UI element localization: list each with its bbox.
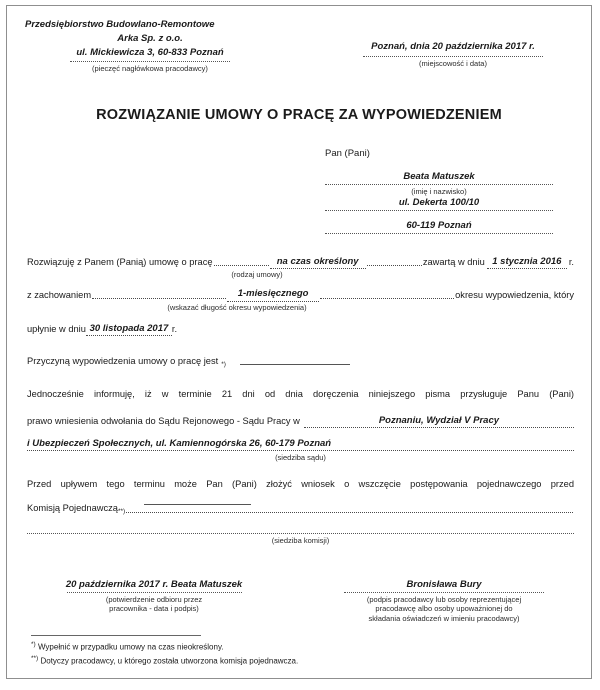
court-row <box>27 415 574 428</box>
court-value-line2[interactable]: i Ubezpieczeń Społecznych, ul. Kamiennogórska 26, 60-179 Poznań <box>27 438 574 451</box>
place-date-dotted-line <box>363 56 543 57</box>
court-label: prawo wniesienia odwołania do Sądu Rejonowego - Sądu Pracy w <box>27 416 300 427</box>
expiry-date-suffix: r. <box>171 324 178 335</box>
employer-signature-block <box>319 579 569 623</box>
employer-stamp-block <box>25 18 275 74</box>
addressee-block <box>7 148 591 234</box>
commission-leader[interactable] <box>126 512 573 513</box>
document-header <box>7 6 591 74</box>
employee-signature-value[interactable]: 20 października 2017 r. Beata Matuszek <box>65 578 243 590</box>
contract-type-row <box>27 256 574 269</box>
employer-signature-caption-line3: składania oświadczeń w imieniu pracodawcy) <box>368 613 520 623</box>
appeal-paragraph: Jednocześnie informuję, iż w terminie 21 dni od dnia doręczenia niniejszego pisma przysługuje Panu (Pani) <box>27 389 574 400</box>
commission-paragraph: Przed upływem tego terminu może Pan (Pani) złożyć wniosek o wszczęcie postępowania pojednawczego przed <box>27 478 574 489</box>
commission-label: Komisją Pojednawczą <box>27 503 118 514</box>
commission-caption: (siedziba komisji) <box>271 535 330 545</box>
reason-footnote-marker: *) <box>221 360 226 368</box>
expiry-date-row <box>27 323 574 336</box>
addressee-street-dotted-line <box>325 210 553 211</box>
document-page <box>6 5 592 679</box>
expiry-date-label: upłynie w dniu <box>27 324 86 335</box>
addressee-name-caption: (imię i nazwisko) <box>411 186 467 196</box>
footnote-item <box>31 654 431 668</box>
footnote-item <box>31 640 431 654</box>
page-title: ROZWIĄZANIE UMOWY O PRACĘ ZA WYPOWIEDZENIEM <box>96 106 502 123</box>
footnotes-area <box>31 635 431 668</box>
employer-address-line: ul. Mickiewicza 3, 60-833 Poznań <box>76 46 224 58</box>
place-date-block <box>333 18 573 74</box>
addressee-street: ul. Dekerta 100/10 <box>398 197 480 209</box>
commission-second-dotted-line[interactable] <box>27 533 574 534</box>
contract-date-label: zawartą w dniu <box>422 257 485 268</box>
commission-input-line[interactable] <box>144 504 251 505</box>
signatures-area <box>7 579 591 623</box>
reason-input-line[interactable] <box>240 364 350 365</box>
addressee-salutation: Pan (Pani) <box>325 147 370 159</box>
court-value-line1[interactable]: Poznaniu, Wydział V Pracy <box>304 415 574 428</box>
notice-period-suffix: okresu wypowiedzenia, który <box>455 289 574 300</box>
contract-type-value[interactable]: na czas określony <box>270 256 366 269</box>
footnote-marker: *) <box>31 640 36 648</box>
employee-signature-dotted-line <box>67 592 242 593</box>
notice-period-value[interactable]: 1-miesięcznego <box>227 288 319 301</box>
employer-signature-caption-line1: (podpis pracodawcy lub osoby reprezentującej <box>366 594 522 604</box>
commission-footnote-marker: **) <box>117 507 126 515</box>
expiry-date-value[interactable]: 30 listopada 2017 <box>86 323 172 336</box>
reason-row <box>27 356 574 368</box>
notice-period-label: z zachowaniem <box>27 289 92 300</box>
footnote-text: Dotyczy pracodawcy, u którego została utworzona komisja pojednawcza. <box>40 656 299 666</box>
addressee-name: Beata Matuszek <box>403 170 475 182</box>
employer-signature-dotted-line <box>344 592 544 593</box>
notice-period-caption: (wskazać długość okresu wypowiedzenia) <box>167 302 307 312</box>
employer-stamp-caption: (pieczęć nagłówkowa pracodawcy) <box>92 64 208 74</box>
footnote-marker: **) <box>31 654 39 662</box>
place-date-caption: (miejscowość i data) <box>419 58 487 68</box>
commission-row <box>27 503 574 515</box>
employer-name-line2: Arka Sp. z o.o. <box>117 32 183 44</box>
addressee-city: 60-119 Poznań <box>406 220 472 232</box>
employee-signature-caption-line2: pracownika - data i podpis) <box>109 604 199 614</box>
contract-type-leader-right <box>367 265 422 266</box>
employee-signature-block <box>29 579 279 623</box>
footnote-text: Wypełnić w przypadku umowy na czas nieokreślony. <box>37 642 224 652</box>
employer-name-line1: Przedsiębiorstwo Budowlano-Remontowe <box>25 19 215 30</box>
notice-period-leader-right <box>320 298 454 299</box>
employer-signature-value[interactable]: Bronisława Bury <box>406 578 482 590</box>
employer-signature-caption-line2: pracodawcę albo osoby upoważnionej do <box>375 604 513 614</box>
court-caption: (siedziba sądu) <box>275 453 326 463</box>
notice-period-leader-left <box>92 298 226 299</box>
reason-label: Przyczyną wypowiedzenia umowy o pracę jest <box>27 356 219 367</box>
addressee-city-dotted-line <box>325 233 553 234</box>
notice-period-row <box>27 288 574 301</box>
addressee-name-dotted-line <box>325 184 553 185</box>
footnotes-divider <box>31 635 201 636</box>
employee-signature-caption-line1: (potwierdzenie odbioru przez <box>105 594 203 604</box>
contract-type-leader-left <box>214 265 269 266</box>
contract-type-caption: (rodzaj umowy) <box>231 270 283 280</box>
document-body <box>7 256 591 545</box>
place-date-value: Poznań, dnia 20 października 2017 r. <box>371 41 535 52</box>
employer-stamp-dotted-line <box>70 61 230 62</box>
contract-type-label: Rozwiązuję z Panem (Panią) umowę o pracę <box>27 257 213 268</box>
contract-date-value[interactable]: 1 stycznia 2016 <box>487 256 567 269</box>
contract-date-suffix: r. <box>568 257 575 268</box>
